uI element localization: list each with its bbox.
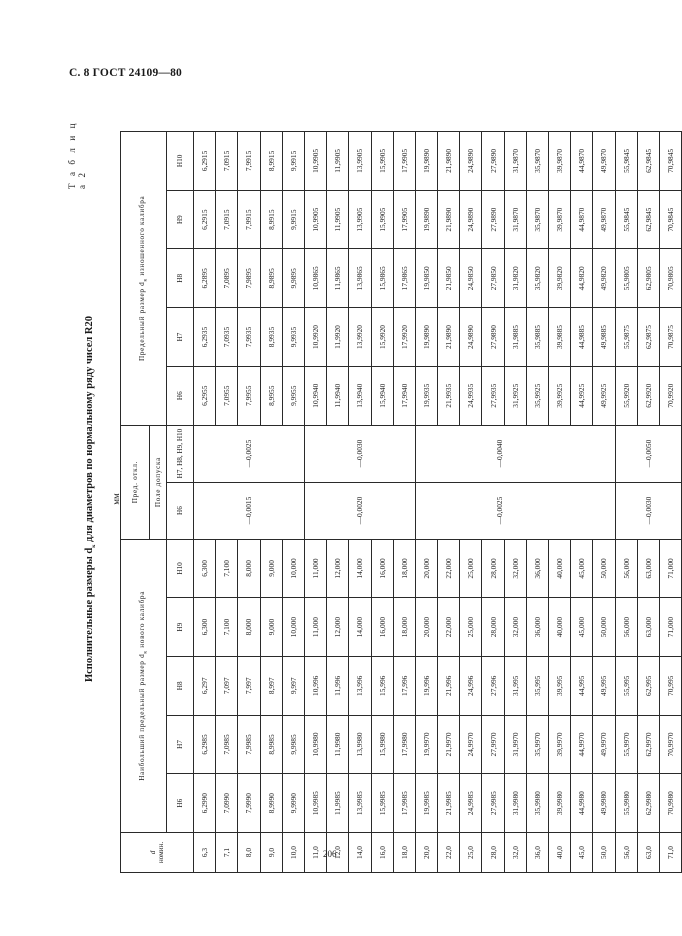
new-gauge-cell: 39,9970 [549, 715, 571, 774]
new-gauge-prefix: Наибольший предельный размер d [138, 653, 147, 781]
new-gauge-cell: 55,9980 [615, 774, 637, 833]
worn-gauge-cell: 15,9905 [371, 132, 393, 191]
page-header: С. 8 ГОСТ 24109—80 [69, 67, 182, 79]
new-gauge-cell: 13,996 [349, 656, 371, 715]
header-row-1 [121, 132, 150, 873]
worn-gauge-cell: 24,9890 [460, 190, 482, 249]
new-gauge-cell: 22,000 [438, 539, 460, 598]
deviation-h6-cell: —0,0025 [415, 482, 504, 539]
d-nominal-cell: 9,0 [260, 833, 282, 873]
worn-gauge-cell: 7,0915 [216, 132, 238, 191]
deviation-h6-header: Н6 [167, 482, 194, 539]
worn-gauge-cell: 13,9905 [349, 190, 371, 249]
new-gauge-cell: 55,995 [615, 656, 637, 715]
d-nominal-cell: 12,0 [327, 833, 349, 873]
worn-grade-header: Н9 [167, 190, 194, 249]
d-nominal-cell: 22,0 [438, 833, 460, 873]
worn-gauge-cell: 6,2915 [194, 190, 216, 249]
rotated-page-content [62, 119, 676, 879]
new-gauge-cell: 44,9970 [571, 715, 593, 774]
new-gauge-cell: 32,000 [504, 598, 526, 657]
new-gauge-cell: 27,9985 [482, 774, 504, 833]
worn-gauge-cell: 13,9865 [349, 249, 371, 308]
worn-gauge-cell: 7,9955 [238, 366, 260, 425]
new-gauge-cell: 40,000 [549, 598, 571, 657]
new-gauge-cell: 11,000 [304, 539, 326, 598]
new-gauge-cell: 12,000 [327, 539, 349, 598]
worn-gauge-cell: 27,9890 [482, 190, 504, 249]
new-gauge-cell: 49,9980 [593, 774, 615, 833]
new-gauge-cell: 8,9990 [260, 774, 282, 833]
worn-gauge-cell: 49,9820 [593, 249, 615, 308]
worn-gauge-cell: 55,9875 [615, 308, 637, 367]
d-symbol: d [149, 850, 157, 855]
new-gauge-cell: 70,995 [659, 656, 681, 715]
new-gauge-cell: 63,000 [637, 539, 659, 598]
worn-gauge-cell: 44,9870 [571, 190, 593, 249]
worn-gauge-cell: 70,9845 [659, 132, 681, 191]
worn-gauge-cell: 6,2895 [194, 249, 216, 308]
worn-gauge-cell: 35,9925 [526, 366, 548, 425]
d-nominal-cell: 11,0 [304, 833, 326, 873]
new-gauge-cell: 28,000 [482, 598, 504, 657]
worn-gauge-cell: 15,9940 [371, 366, 393, 425]
worn-gauge-cell: 21,9935 [438, 366, 460, 425]
new-gauge-cell: 16,000 [371, 539, 393, 598]
new-gauge-cell: 7,9985 [238, 715, 260, 774]
new-gauge-cell: 21,9985 [438, 774, 460, 833]
deviation-rest-cell: —0,0050 [615, 425, 682, 482]
new-gauge-cell: 10,000 [282, 539, 304, 598]
worn-gauge-cell: 8,9935 [260, 308, 282, 367]
worn-gauge-cell: 15,9865 [371, 249, 393, 308]
worn-gauge-cell: 21,9890 [438, 132, 460, 191]
worn-gauge-cell: 19,9890 [415, 132, 437, 191]
worn-gauge-cell: 31,9925 [504, 366, 526, 425]
worn-gauge-cell: 7,9935 [238, 308, 260, 367]
d-nominal-cell: 71,0 [659, 833, 681, 873]
new-gauge-cell: 45,000 [571, 539, 593, 598]
worn-gauge-cell: 55,9920 [615, 366, 637, 425]
new-gauge-cell: 7,0985 [216, 715, 238, 774]
header-row-grades [167, 132, 194, 873]
worn-gauge-cell: 9,9955 [282, 366, 304, 425]
worn-gauge-cell: 70,9805 [659, 249, 681, 308]
deviation-rest-cell: —0,0025 [194, 425, 305, 482]
worn-gauge-cell: 27,9890 [482, 132, 504, 191]
new-gauge-cell: 70,9980 [659, 774, 681, 833]
new-gauge-cell: 19,9970 [415, 715, 437, 774]
worn-gauge-cell: 9,9935 [282, 308, 304, 367]
title-tail: для диаметров по нормальному ряду чисел R20 [84, 316, 95, 545]
new-gauge-cell: 11,000 [304, 598, 326, 657]
new-gauge-cell: 8,000 [238, 598, 260, 657]
new-gauge-cell: 8,9985 [260, 715, 282, 774]
worn-gauge-cell: 49,9885 [593, 308, 615, 367]
d-nominal-cell: 25,0 [460, 833, 482, 873]
worn-gauge-cell: 35,9820 [526, 249, 548, 308]
table-row [194, 132, 216, 873]
new-gauge-cell: 49,9970 [593, 715, 615, 774]
new-gauge-cell: 55,9970 [615, 715, 637, 774]
new-gauge-cell: 27,996 [482, 656, 504, 715]
new-gauge-cell: 39,9980 [549, 774, 571, 833]
new-gauge-cell: 49,995 [593, 656, 615, 715]
new-gauge-cell: 71,000 [659, 539, 681, 598]
new-gauge-cell: 13,9980 [349, 715, 371, 774]
worn-gauge-cell: 19,9890 [415, 308, 437, 367]
deviation-h6-cell: —0,0030 [615, 482, 682, 539]
worn-grade-header: Н6 [167, 366, 194, 425]
new-gauge-cell: 15,9985 [371, 774, 393, 833]
d-nominal-cell: 6,3 [194, 833, 216, 873]
new-gauge-cell: 56,000 [615, 598, 637, 657]
worn-gauge-cell: 11,9905 [327, 132, 349, 191]
new-grade-header: Н7 [167, 715, 194, 774]
new-gauge-cell: 36,000 [526, 598, 548, 657]
worn-gauge-cell: 8,9955 [260, 366, 282, 425]
new-gauge-cell: 16,000 [371, 598, 393, 657]
d-nominal-cell: 18,0 [393, 833, 415, 873]
worn-gauge-cell: 21,9850 [438, 249, 460, 308]
new-gauge-cell: 50,000 [593, 539, 615, 598]
worn-gauge-cell: 11,9905 [327, 190, 349, 249]
new-gauge-cell: 9,9985 [282, 715, 304, 774]
new-gauge-cell: 56,000 [615, 539, 637, 598]
new-gauge-cell: 32,000 [504, 539, 526, 598]
new-gauge-cell: 9,997 [282, 656, 304, 715]
worn-grade-header: Н7 [167, 308, 194, 367]
new-gauge-cell: 31,9970 [504, 715, 526, 774]
worn-gauge-cell: 17,9865 [393, 249, 415, 308]
worn-gauge-cell: 17,9905 [393, 132, 415, 191]
new-gauge-cell: 70,9970 [659, 715, 681, 774]
new-gauge-cell: 27,9970 [482, 715, 504, 774]
unit-label: мм [111, 493, 121, 505]
worn-gauge-suffix: изношенного калибра [138, 195, 147, 279]
d-nominal-cell: 16,0 [371, 833, 393, 873]
worn-gauge-cell: 70,9875 [659, 308, 681, 367]
d-nominal-header [121, 833, 194, 873]
new-gauge-cell: 31,995 [504, 656, 526, 715]
new-gauge-cell: 18,000 [393, 598, 415, 657]
worn-gauge-cell: 19,9890 [415, 190, 437, 249]
new-gauge-cell: 8,997 [260, 656, 282, 715]
worn-gauge-cell: 6,2955 [194, 366, 216, 425]
worn-gauge-cell: 44,9820 [571, 249, 593, 308]
new-gauge-cell: 22,000 [438, 598, 460, 657]
new-gauge-cell: 11,996 [327, 656, 349, 715]
worn-gauge-cell: 7,9915 [238, 190, 260, 249]
dimensions-table [120, 131, 682, 873]
d-nominal-cell: 56,0 [615, 833, 637, 873]
d-nominal-cell: 20,0 [415, 833, 437, 873]
new-gauge-cell: 20,000 [415, 539, 437, 598]
new-gauge-cell: 17,9980 [393, 715, 415, 774]
worn-gauge-cell: 49,9870 [593, 132, 615, 191]
worn-gauge-cell: 55,9845 [615, 132, 637, 191]
worn-gauge-cell: 13,9920 [349, 308, 371, 367]
table-body [194, 132, 682, 873]
worn-gauge-cell: 17,9920 [393, 308, 415, 367]
worn-gauge-cell: 6,2935 [194, 308, 216, 367]
new-gauge-cell: 36,000 [526, 539, 548, 598]
new-gauge-cell: 44,995 [571, 656, 593, 715]
new-gauge-cell: 14,000 [349, 598, 371, 657]
worn-gauge-cell: 21,9890 [438, 308, 460, 367]
deviation-rest-cell: —0,0030 [304, 425, 415, 482]
tolerance-field-header: Поле допуска [150, 425, 167, 539]
new-gauge-cell: 7,9990 [238, 774, 260, 833]
worn-gauge-cell: 7,0895 [216, 249, 238, 308]
deviation-rest-header: Н7, Н8, Н9, Н10 [167, 425, 194, 482]
worn-gauge-cell: 10,9940 [304, 366, 326, 425]
worn-gauge-cell: 10,9905 [304, 190, 326, 249]
new-gauge-cell: 13,9985 [349, 774, 371, 833]
worn-grade-header: Н10 [167, 132, 194, 191]
worn-gauge-cell: 7,0955 [216, 366, 238, 425]
new-gauge-cell: 7,100 [216, 539, 238, 598]
worn-grade-header: Н8 [167, 249, 194, 308]
d-nominal-cell: 28,0 [482, 833, 504, 873]
new-gauge-cell: 9,9990 [282, 774, 304, 833]
table-title [84, 119, 97, 879]
new-gauge-cell: 40,000 [549, 539, 571, 598]
title-main: Исполнительные размеры d [84, 547, 95, 683]
worn-gauge-cell: 19,9850 [415, 249, 437, 308]
table-row [415, 132, 437, 873]
worn-gauge-cell: 31,9870 [504, 132, 526, 191]
new-gauge-cell: 12,000 [327, 598, 349, 657]
worn-gauge-cell: 31,9870 [504, 190, 526, 249]
new-gauge-group-header [121, 539, 167, 832]
worn-gauge-cell: 62,9805 [637, 249, 659, 308]
new-grade-header: Н8 [167, 656, 194, 715]
d-nominal-cell: 14,0 [349, 833, 371, 873]
new-gauge-cell: 44,9980 [571, 774, 593, 833]
worn-gauge-cell: 39,9870 [549, 132, 571, 191]
worn-gauge-cell: 27,9850 [482, 249, 504, 308]
worn-gauge-sub: к [142, 278, 149, 282]
worn-gauge-cell: 62,9845 [637, 132, 659, 191]
new-gauge-cell: 10,9985 [304, 774, 326, 833]
worn-gauge-cell: 11,9865 [327, 249, 349, 308]
new-gauge-sub: к [142, 650, 149, 654]
worn-gauge-cell: 49,9870 [593, 190, 615, 249]
worn-gauge-prefix: Предельный размер d [138, 281, 147, 361]
d-nominal-cell: 50,0 [593, 833, 615, 873]
worn-gauge-cell: 39,9925 [549, 366, 571, 425]
d-nominal-cell: 8,0 [238, 833, 260, 873]
new-gauge-cell: 8,000 [238, 539, 260, 598]
new-gauge-cell: 20,000 [415, 598, 437, 657]
new-gauge-cell: 17,9985 [393, 774, 415, 833]
worn-gauge-cell: 10,9865 [304, 249, 326, 308]
worn-gauge-cell: 9,9915 [282, 190, 304, 249]
new-gauge-cell: 28,000 [482, 539, 504, 598]
new-gauge-cell: 25,000 [460, 598, 482, 657]
new-gauge-cell: 6,300 [194, 539, 216, 598]
new-gauge-cell: 6,297 [194, 656, 216, 715]
worn-gauge-cell: 35,9870 [526, 132, 548, 191]
new-gauge-cell: 31,9980 [504, 774, 526, 833]
new-gauge-cell: 62,995 [637, 656, 659, 715]
worn-gauge-cell: 62,9875 [637, 308, 659, 367]
new-grade-header: Н6 [167, 774, 194, 833]
new-gauge-cell: 35,995 [526, 656, 548, 715]
new-gauge-cell: 10,9980 [304, 715, 326, 774]
table-label: Т а б л и ц а 2 [67, 120, 87, 189]
new-grade-header: Н9 [167, 598, 194, 657]
worn-gauge-cell: 39,9870 [549, 190, 571, 249]
worn-gauge-cell: 70,9845 [659, 190, 681, 249]
worn-gauge-cell: 15,9920 [371, 308, 393, 367]
new-gauge-cell: 6,2985 [194, 715, 216, 774]
title-sub: к [91, 544, 98, 548]
worn-gauge-cell: 62,9845 [637, 190, 659, 249]
new-gauge-suffix: нового калибра [138, 590, 147, 651]
new-gauge-cell: 19,9985 [415, 774, 437, 833]
worn-gauge-cell: 11,9920 [327, 308, 349, 367]
worn-gauge-cell: 24,9935 [460, 366, 482, 425]
worn-gauge-cell: 9,9895 [282, 249, 304, 308]
worn-gauge-cell: 39,9885 [549, 308, 571, 367]
worn-gauge-cell: 44,9885 [571, 308, 593, 367]
worn-gauge-cell: 17,9905 [393, 190, 415, 249]
worn-gauge-cell: 17,9940 [393, 366, 415, 425]
new-gauge-cell: 39,995 [549, 656, 571, 715]
worn-gauge-cell: 10,9905 [304, 132, 326, 191]
worn-gauge-cell: 62,9920 [637, 366, 659, 425]
d-nominal-cell: 10,0 [282, 833, 304, 873]
new-gauge-cell: 10,996 [304, 656, 326, 715]
worn-gauge-cell: 24,9890 [460, 132, 482, 191]
new-gauge-cell: 7,997 [238, 656, 260, 715]
new-gauge-cell: 17,996 [393, 656, 415, 715]
d-nominal-cell: 45,0 [571, 833, 593, 873]
deviation-group-header: Пред. откл. [121, 425, 150, 539]
worn-gauge-cell: 13,9905 [349, 132, 371, 191]
worn-gauge-cell: 8,9915 [260, 190, 282, 249]
worn-gauge-cell: 15,9905 [371, 190, 393, 249]
new-gauge-cell: 21,996 [438, 656, 460, 715]
new-gauge-cell: 6,300 [194, 598, 216, 657]
new-gauge-cell: 50,000 [593, 598, 615, 657]
worn-gauge-cell: 10,9920 [304, 308, 326, 367]
table-row [615, 132, 637, 873]
worn-gauge-cell: 19,9935 [415, 366, 437, 425]
worn-gauge-cell: 11,9940 [327, 366, 349, 425]
worn-gauge-cell: 9,9915 [282, 132, 304, 191]
new-grade-header: Н10 [167, 539, 194, 598]
new-gauge-cell: 15,996 [371, 656, 393, 715]
table-row [304, 132, 326, 873]
new-gauge-cell: 35,9970 [526, 715, 548, 774]
worn-gauge-cell: 55,9845 [615, 190, 637, 249]
d-nominal-cell: 32,0 [504, 833, 526, 873]
worn-gauge-cell: 31,9885 [504, 308, 526, 367]
page-number: 206 [323, 849, 337, 859]
worn-gauge-cell: 8,9895 [260, 249, 282, 308]
worn-gauge-cell: 7,0915 [216, 190, 238, 249]
worn-gauge-cell: 24,9890 [460, 308, 482, 367]
new-gauge-cell: 11,9980 [327, 715, 349, 774]
new-gauge-cell: 62,9980 [637, 774, 659, 833]
new-gauge-cell: 63,000 [637, 598, 659, 657]
new-gauge-cell: 45,000 [571, 598, 593, 657]
new-gauge-cell: 6,2990 [194, 774, 216, 833]
worn-gauge-cell: 39,9820 [549, 249, 571, 308]
worn-gauge-cell: 27,9890 [482, 308, 504, 367]
new-gauge-cell: 25,000 [460, 539, 482, 598]
worn-gauge-group-header [121, 132, 167, 426]
new-gauge-cell: 62,9970 [637, 715, 659, 774]
worn-gauge-cell: 44,9870 [571, 132, 593, 191]
new-gauge-cell: 19,996 [415, 656, 437, 715]
worn-gauge-cell: 44,9925 [571, 366, 593, 425]
table-row [504, 132, 526, 873]
worn-gauge-cell: 21,9890 [438, 190, 460, 249]
new-gauge-cell: 24,996 [460, 656, 482, 715]
deviation-rest-cell [504, 425, 615, 482]
worn-gauge-cell: 31,9820 [504, 249, 526, 308]
new-gauge-cell: 7,100 [216, 598, 238, 657]
worn-gauge-cell: 7,9915 [238, 132, 260, 191]
worn-gauge-cell: 24,9850 [460, 249, 482, 308]
d-nominal-cell: 40,0 [549, 833, 571, 873]
worn-gauge-cell: 70,9920 [659, 366, 681, 425]
d-nominal-cell: 63,0 [637, 833, 659, 873]
worn-gauge-cell: 8,9915 [260, 132, 282, 191]
worn-gauge-cell: 49,9925 [593, 366, 615, 425]
new-gauge-cell: 15,9980 [371, 715, 393, 774]
deviation-h6-cell: —0,0020 [304, 482, 415, 539]
new-gauge-cell: 21,9970 [438, 715, 460, 774]
new-gauge-cell: 7,097 [216, 656, 238, 715]
deviation-h6-cell: —0,0015 [194, 482, 305, 539]
worn-gauge-cell: 35,9870 [526, 190, 548, 249]
worn-gauge-cell: 35,9885 [526, 308, 548, 367]
worn-gauge-cell: 7,9895 [238, 249, 260, 308]
new-gauge-cell: 11,9985 [327, 774, 349, 833]
new-gauge-cell: 24,9985 [460, 774, 482, 833]
new-gauge-cell: 10,000 [282, 598, 304, 657]
worn-gauge-cell: 13,9940 [349, 366, 371, 425]
new-gauge-cell: 9,000 [260, 598, 282, 657]
new-gauge-cell: 7,0990 [216, 774, 238, 833]
d-suffix: номин. [157, 841, 165, 864]
new-gauge-cell: 9,000 [260, 539, 282, 598]
worn-gauge-cell: 6,2915 [194, 132, 216, 191]
worn-gauge-cell: 55,9805 [615, 249, 637, 308]
new-gauge-cell: 24,9970 [460, 715, 482, 774]
worn-gauge-cell: 27,9935 [482, 366, 504, 425]
d-nominal-cell: 36,0 [526, 833, 548, 873]
deviation-rest-cell: —0,0040 [415, 425, 504, 482]
d-nominal-cell: 7,1 [216, 833, 238, 873]
new-gauge-cell: 18,000 [393, 539, 415, 598]
worn-gauge-cell: 7,0935 [216, 308, 238, 367]
new-gauge-cell: 35,9980 [526, 774, 548, 833]
new-gauge-cell: 71,000 [659, 598, 681, 657]
new-gauge-cell: 14,000 [349, 539, 371, 598]
deviation-h6-cell [504, 482, 615, 539]
